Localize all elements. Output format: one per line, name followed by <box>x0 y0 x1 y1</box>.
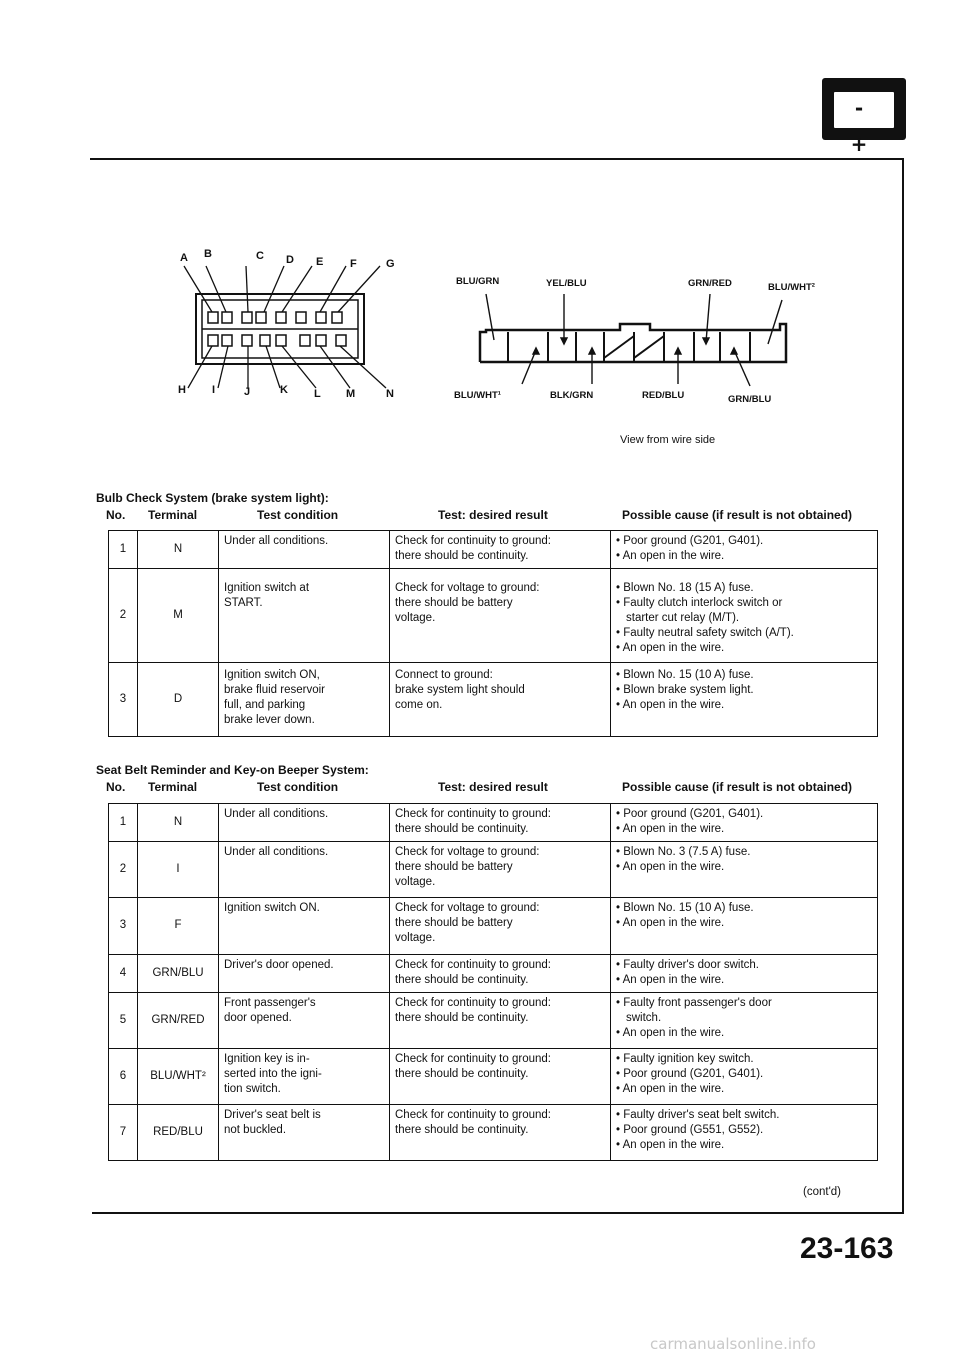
bulb-check-title: Bulb Check System (brake system light): <box>96 491 329 505</box>
pin-label-g: G <box>386 258 395 270</box>
terminal-cell: GRN/BLU <box>138 955 219 993</box>
condition-cell: Ignition switch ON. <box>219 898 390 955</box>
terminal-cell: BLU/WHT² <box>138 1049 219 1105</box>
table-row <box>109 569 878 663</box>
result-cell: Check for voltage to ground: there should be battery voltage. <box>390 842 611 898</box>
row-number: 6 <box>109 1049 138 1105</box>
terminal-cell: D <box>138 663 219 737</box>
header-test-condition: Test condition <box>257 780 339 794</box>
page-number: 23-163 <box>800 1232 894 1265</box>
condition-cell: Ignition switch ON, brake fluid reservoir full, and parking brake lever down. <box>219 663 390 737</box>
row-number: 1 <box>109 804 138 842</box>
pin-label-n: N <box>386 388 394 400</box>
pin-label-c: C <box>256 250 264 262</box>
pin-label-d: D <box>286 254 294 266</box>
cause-cell: • Faulty driver's door switch. • An open in the wire. <box>611 955 878 993</box>
header-terminal: Terminal <box>148 780 198 794</box>
table-row <box>109 1105 878 1161</box>
result-cell: Check for continuity to ground: there should be continuity. <box>390 993 611 1049</box>
pin-label-f: F <box>350 258 357 270</box>
wire-label-grn-blu: GRN/BLU <box>728 394 772 405</box>
result-cell: Check for voltage to ground: there should be battery voltage. <box>390 898 611 955</box>
cause-cell: • Faulty front passenger's door switch. • An open in the wire. <box>611 993 878 1049</box>
wire-label-blu-wht1: BLU/WHT¹ <box>454 390 501 401</box>
cause-cell: • Faulty ignition key switch. • Poor ground (G201, G401). • An open in the wire. <box>611 1049 878 1105</box>
cause-cell: • Faulty driver's seat belt switch. • Poor ground (G551, G552). • An open in the wire. <box>611 1105 878 1161</box>
cause-cell: • Blown No. 15 (10 A) fuse. • Blown brake system light. • An open in the wire. <box>611 663 878 737</box>
row-number: 5 <box>109 993 138 1049</box>
cause-cell: • Poor ground (G201, G401). • An open in the wire. <box>611 804 878 842</box>
table-row <box>109 531 878 569</box>
header-terminal: Terminal <box>148 508 198 522</box>
pin-label-j: J <box>244 386 251 398</box>
terminal-cell: GRN/RED <box>138 993 219 1049</box>
table-row <box>109 804 878 842</box>
condition-cell: Under all conditions. <box>219 531 390 569</box>
battery-icon <box>822 78 906 156</box>
result-cell: Check for voltage to ground: there should be battery voltage. <box>390 569 611 663</box>
header-test-condition: Test condition <box>257 508 339 522</box>
diagram-caption: View from wire side <box>620 434 716 446</box>
table-row <box>109 955 878 993</box>
row-number: 3 <box>109 898 138 955</box>
row-number: 2 <box>109 569 138 663</box>
frame-top-rule <box>90 158 902 160</box>
row-number: 2 <box>109 842 138 898</box>
terminal-cell: N <box>138 804 219 842</box>
connector-front-diagram <box>160 248 410 402</box>
pin-label-k: K <box>280 384 288 396</box>
table-row <box>109 663 878 737</box>
seat-belt-table <box>108 803 878 1161</box>
wire-label-blk-grn: BLK/GRN <box>550 390 594 401</box>
table-row <box>109 1049 878 1105</box>
pin-label-l: L <box>314 388 321 400</box>
pin-label-a: A <box>180 252 188 264</box>
cause-cell: • Blown No. 3 (7.5 A) fuse. • An open in the wire. <box>611 842 878 898</box>
wire-label-red-blu: RED/BLU <box>642 390 685 401</box>
row-number: 1 <box>109 531 138 569</box>
row-number: 7 <box>109 1105 138 1161</box>
row-number: 4 <box>109 955 138 993</box>
seat-belt-title: Seat Belt Reminder and Key-on Beeper System: <box>96 763 369 777</box>
continued-note: (cont'd) <box>803 1186 841 1198</box>
terminal-cell: M <box>138 569 219 663</box>
connector-wire-side-diagram <box>450 270 850 410</box>
cause-cell: • Poor ground (G201, G401). • An open in the wire. <box>611 531 878 569</box>
terminal-cell: F <box>138 898 219 955</box>
pin-label-e: E <box>316 256 324 268</box>
result-cell: Check for continuity to ground: there should be continuity. <box>390 804 611 842</box>
result-cell: Check for continuity to ground: there should be continuity. <box>390 531 611 569</box>
header-no: No. <box>106 508 126 522</box>
pin-label-i: I <box>212 384 216 396</box>
pin-label-b: B <box>204 248 212 260</box>
result-cell: Connect to ground: brake system light should come on. <box>390 663 611 737</box>
header-possible-cause: Possible cause (if result is not obtained) <box>622 780 853 794</box>
cause-cell: • Blown No. 15 (10 A) fuse. • An open in the wire. <box>611 898 878 955</box>
watermark: carmanualsonline.info <box>650 1335 816 1353</box>
frame-bottom-rule <box>92 1212 904 1214</box>
bulb-check-table <box>108 530 878 737</box>
result-cell: Check for continuity to ground: there should be continuity. <box>390 1105 611 1161</box>
table-row <box>109 842 878 898</box>
condition-cell: Under all conditions. <box>219 842 390 898</box>
cause-cell: • Blown No. 18 (15 A) fuse. • Faulty clutch interlock switch or starter cut relay (M/T). • Faulty neutral safety switch (A/T). • An open in the wire. <box>611 569 878 663</box>
condition-cell: Ignition switch at START. <box>219 569 390 663</box>
result-cell: Check for continuity to ground: there should be continuity. <box>390 1049 611 1105</box>
pin-label-h: H <box>178 384 186 396</box>
condition-cell: Front passenger's door opened. <box>219 993 390 1049</box>
condition-cell: Driver's door opened. <box>219 955 390 993</box>
header-desired-result: Test: desired result <box>438 780 548 794</box>
header-desired-result: Test: desired result <box>438 508 548 522</box>
terminal-cell: RED/BLU <box>138 1105 219 1161</box>
table-row <box>109 898 878 955</box>
condition-cell: Driver's seat belt is not buckled. <box>219 1105 390 1161</box>
row-number: 3 <box>109 663 138 737</box>
header-possible-cause: Possible cause (if result is not obtained) <box>622 508 853 522</box>
table-row <box>109 993 878 1049</box>
condition-cell: Ignition key is in- serted into the igni- tion switch. <box>219 1049 390 1105</box>
wire-label-yel-blu: YEL/BLU <box>546 278 587 289</box>
terminal-cell: N <box>138 531 219 569</box>
header-no: No. <box>106 780 126 794</box>
battery-symbol: - + <box>850 96 878 156</box>
result-cell: Check for continuity to ground: there should be continuity. <box>390 955 611 993</box>
wire-label-blu-grn: BLU/GRN <box>456 276 500 287</box>
wire-label-grn-red: GRN/RED <box>688 278 732 289</box>
pin-label-m: M <box>346 388 356 400</box>
condition-cell: Under all conditions. <box>219 804 390 842</box>
wire-label-blu-wht2: BLU/WHT² <box>768 282 815 293</box>
frame-right-rule <box>902 158 904 1212</box>
connector-front-drawing <box>160 252 410 402</box>
terminal-cell: I <box>138 842 219 898</box>
